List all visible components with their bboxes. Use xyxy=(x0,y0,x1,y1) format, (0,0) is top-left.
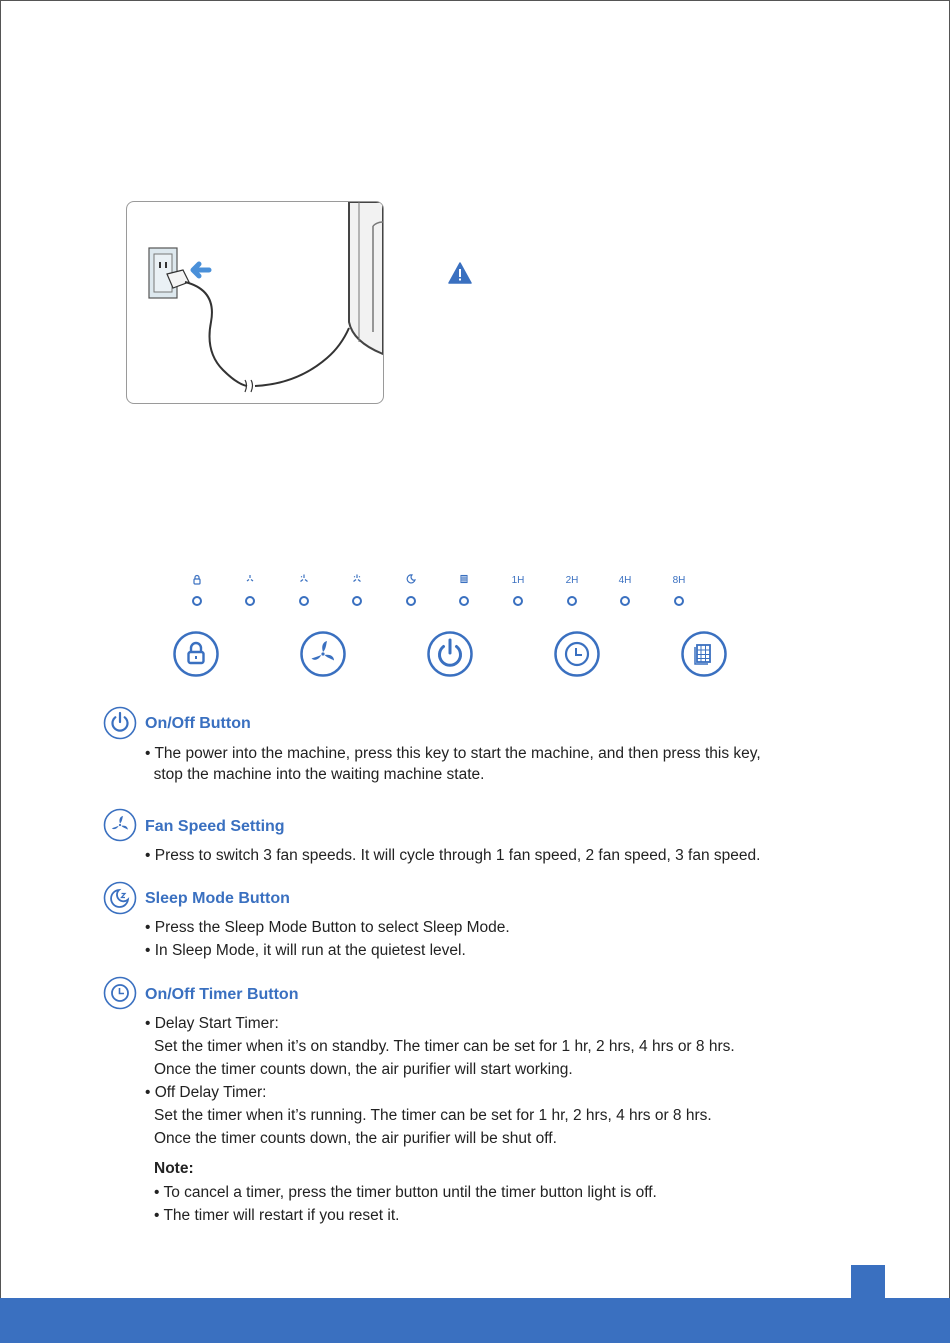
indicator-light xyxy=(406,596,416,606)
timer-line-2: Set the timer when it’s on standby. The timer can be set for 1 hr, 2 hrs, 4 hrs or 8 hrs. xyxy=(154,1038,735,1055)
timer-2h-label: 2H xyxy=(565,575,579,586)
indicator-4h xyxy=(613,574,637,606)
indicator-light xyxy=(299,596,309,606)
sleep-icon xyxy=(399,574,423,588)
plug-into-outlet-illustration xyxy=(126,201,384,404)
indicator-fan-2 xyxy=(292,574,316,606)
fan-icon xyxy=(103,808,137,842)
indicator-fan-3 xyxy=(345,574,369,606)
sleep-title: Sleep Mode Button xyxy=(145,890,290,907)
indicator-light xyxy=(192,596,202,606)
filter-icon xyxy=(452,574,476,588)
fan-line-1: • Press to switch 3 fan speeds. It will cycle through 1 fan speed, 2 fan speed, 3 fan speed. xyxy=(145,847,761,864)
lock-button[interactable] xyxy=(172,630,220,678)
fan-speed-1-icon xyxy=(238,574,262,588)
indicator-filter xyxy=(452,574,476,606)
indicator-8h xyxy=(667,574,691,606)
indicator-light xyxy=(567,596,577,606)
timer-line-4: • Off Delay Timer: xyxy=(145,1084,267,1101)
indicator-fan-1 xyxy=(238,574,262,606)
indicator-light xyxy=(513,596,523,606)
power-button[interactable] xyxy=(426,630,474,678)
indicator-2h xyxy=(560,574,584,606)
note-line-2: • The timer will restart if you reset it. xyxy=(154,1207,400,1224)
timer-4h-label: 4H xyxy=(618,575,632,586)
indicator-lock xyxy=(185,574,209,606)
timer-line-3: Once the timer counts down, the air purifier will start working. xyxy=(154,1061,573,1078)
timer-line-6: Once the timer counts down, the air purifier will be shut off. xyxy=(154,1130,557,1147)
timer-8h-label: 8H xyxy=(672,575,686,586)
indicator-light xyxy=(245,596,255,606)
sleep-line-1: • Press the Sleep Mode Button to select Sleep Mode. xyxy=(145,919,510,936)
fan-button[interactable] xyxy=(299,630,347,678)
timer-line-1: • Delay Start Timer: xyxy=(145,1015,279,1032)
sleep-moon-icon xyxy=(103,881,137,915)
note-line-1: • To cancel a timer, press the timer button until the timer button light is off. xyxy=(154,1184,657,1201)
indicator-light xyxy=(459,596,469,606)
filter-button[interactable] xyxy=(680,630,728,678)
timer-line-5: Set the timer when it’s running. The timer can be set for 1 hr, 2 hrs, 4 hrs or 8 hrs. xyxy=(154,1107,712,1124)
timer-button[interactable] xyxy=(553,630,601,678)
indicator-light xyxy=(352,596,362,606)
clock-icon xyxy=(103,976,137,1010)
indicator-row xyxy=(0,574,950,614)
onoff-line-1: • The power into the machine, press this key to start the machine, and then press this key, xyxy=(145,745,761,762)
footer-bar xyxy=(0,1298,950,1343)
note-title: Note: xyxy=(154,1160,194,1177)
onoff-title: On/Off Button xyxy=(145,715,251,732)
onoff-line-2: stop the machine into the waiting machine state. xyxy=(145,766,485,783)
power-icon xyxy=(103,706,137,740)
fan-speed-2-icon xyxy=(292,574,316,588)
timer-title: On/Off Timer Button xyxy=(145,986,299,1003)
fan-title: Fan Speed Setting xyxy=(145,818,285,835)
fan-speed-3-icon xyxy=(345,574,369,588)
lock-icon xyxy=(185,574,209,588)
timer-1h-label: 1H xyxy=(511,575,525,586)
indicator-light xyxy=(674,596,684,606)
sleep-line-2: • In Sleep Mode, it will run at the quietest level. xyxy=(145,942,466,959)
indicator-1h xyxy=(506,574,530,606)
indicator-sleep xyxy=(399,574,423,606)
warning-triangle-icon xyxy=(448,262,472,284)
indicator-light xyxy=(620,596,630,606)
